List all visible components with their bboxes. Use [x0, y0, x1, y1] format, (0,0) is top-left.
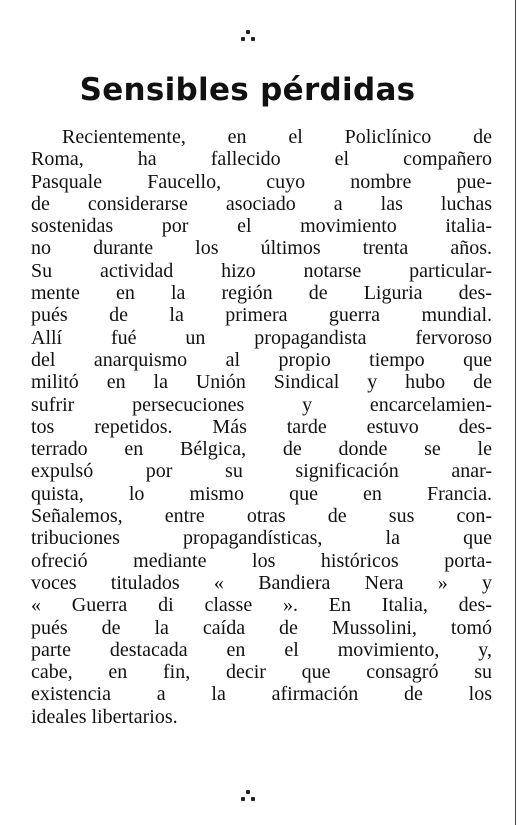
body-line: Señalemos, entre otras de sus con- — [31, 505, 492, 528]
body-line: Recientemente, en el Policlínico de — [62, 126, 492, 148]
body-line: mente en la región de Liguria des- — [31, 282, 492, 305]
body-line: « Guerra di classe ». En Italia, des- — [31, 594, 492, 617]
body-line: tribuciones propagandísticas, la que — [31, 527, 492, 550]
body-line: Pasquale Faucello, cuyo nombre pue- — [31, 170, 492, 193]
body-line: no durante los últimos trenta años. — [31, 237, 492, 260]
body-line: pués de la caída de Mussolini, tomó — [31, 616, 492, 639]
body-line: sostenidas por el movimiento italia- — [31, 215, 492, 238]
body-line: Allí fué un propagandista fervoroso — [31, 326, 492, 349]
body-line: Su actividad hizo notarse particular- — [31, 259, 492, 282]
body-line: Roma, ha fallecido el compañero — [31, 148, 492, 171]
body-line: ideales libertarios. — [31, 705, 178, 728]
article-title: Sensibles pérdidas — [79, 72, 416, 108]
body-line: ofreció mediante los históricos porta- — [31, 549, 492, 572]
body-line: existencia a la afirmación de los — [31, 683, 492, 706]
body-line: voces titulados « Bandiera Nera » y — [31, 571, 492, 594]
body-line: del anarquismo al propio tiempo que — [31, 348, 492, 371]
top-ornament-icon — [0, 30, 495, 50]
body-line: pués de la primera guerra mundial. — [31, 304, 492, 327]
body-line: sufrir persecuciones y encarcelamien- — [31, 393, 492, 416]
body-line: militó en la Unión Sindical y hubo de — [31, 371, 492, 394]
body-line: terrado en Bélgica, de donde se le — [31, 438, 492, 461]
body-line: quista, lo mismo que en Francia. — [31, 482, 492, 505]
bottom-ornament-icon — [0, 790, 495, 810]
body-line: parte destacada en el movimiento, y, — [31, 638, 492, 661]
body-line: expulsó por su significación anar- — [31, 460, 492, 483]
body-line: de considerarse asociado a las luchas — [31, 192, 492, 215]
body-line: cabe, en fin, decir que consagró su — [31, 661, 492, 684]
column-rule — [515, 0, 516, 825]
article-body — [31, 126, 492, 728]
body-line: tos repetidos. Más tarde estuvo des- — [31, 415, 492, 438]
